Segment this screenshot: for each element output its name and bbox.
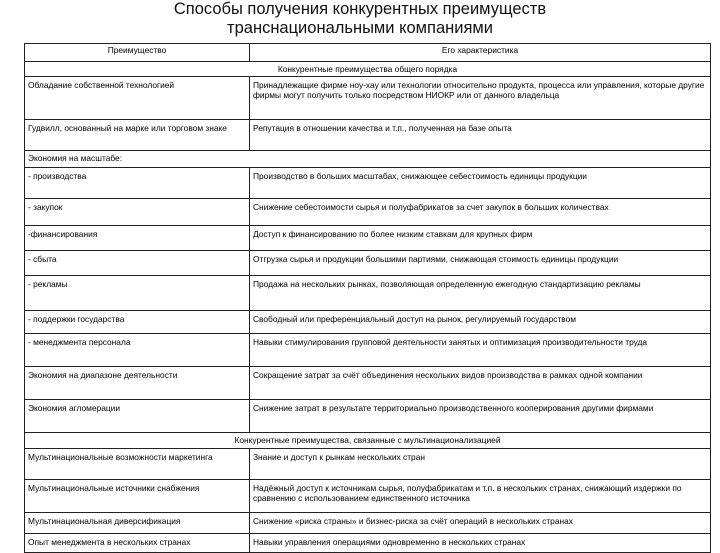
characteristic-cell: Доступ к финансированию по более низким ставкам для крупных фирм <box>250 226 711 251</box>
advantages-table <box>24 43 711 553</box>
title-line-2: транснациональными компаниями <box>227 19 493 37</box>
advantage-cell: Обладание собственной технологией <box>25 77 250 120</box>
header-advantage: Преимущество <box>25 44 250 62</box>
advantage-cell: -финансирования <box>25 226 250 251</box>
advantage-cell: Экономия агломерации <box>25 400 250 433</box>
advantage-cell: Мультинациональные источники снабжения <box>25 479 250 512</box>
table-body <box>25 62 711 553</box>
table-row <box>25 226 711 251</box>
advantage-cell: - закупок <box>25 199 250 226</box>
table-header-row <box>25 44 711 62</box>
table-row <box>25 311 711 334</box>
characteristic-cell: Принадлежащие фирме ноу-хау или технологии относительно продукта, процесса или управления, которые другие фирмы могут получить только посредством НИОКР или от данного владельца <box>250 77 711 120</box>
table-row <box>25 168 711 199</box>
group-label: Экономия на масштабе: <box>25 151 711 168</box>
table-row <box>25 533 711 552</box>
advantage-cell: - сбыта <box>25 251 250 276</box>
characteristic-cell: Репутация в отношении качества и т.п., полученная на базе опыта <box>250 120 711 151</box>
characteristic-cell: Продажа на нескольких рынках, позволяющая определенную ежегодную стандартизацию рекламы <box>250 276 711 311</box>
table-row <box>25 400 711 433</box>
table-row <box>25 479 711 512</box>
table-row <box>25 77 711 120</box>
characteristic-cell: Снижение себестоимости сырья и полуфабрикатов за счет закупок в больших количествах <box>250 199 711 226</box>
characteristic-cell: Надёжный доступ к источникам сырья, полуфабрикатам и т.п. в нескольких странах, снижающий издержки по сравнению с использованием единственного источника <box>250 479 711 512</box>
page-title <box>0 0 720 38</box>
advantage-cell: Опыт менеджмента в нескольких странах <box>25 533 250 552</box>
characteristic-cell: Сокращение затрат за счёт объединения нескольких видов производства в рамках одной компании <box>250 367 711 400</box>
table-row <box>25 251 711 276</box>
characteristic-cell: Отгрузка сырья и продукции большими партиями, снижающая стоимость единицы продукции <box>250 251 711 276</box>
table-row <box>25 334 711 367</box>
advantage-cell: Мультинациональные возможности маркетинга <box>25 448 250 479</box>
characteristic-cell: Производство в больших масштабах, снижающее себестоимость единицы продукции <box>250 168 711 199</box>
characteristic-cell: Знание и доступ к рынкам нескольких стран <box>250 448 711 479</box>
table-row <box>25 367 711 400</box>
advantage-cell: Экономия на диапазоне деятельности <box>25 367 250 400</box>
table-row <box>25 199 711 226</box>
header-characteristic: Его характеристика <box>250 44 711 62</box>
advantage-cell: - рекламы <box>25 276 250 311</box>
title-line-1: Способы получения конкурентных преимуществ <box>173 0 547 18</box>
advantage-cell: - производства <box>25 168 250 199</box>
section-heading: Конкурентные преимущества общего порядка <box>25 62 711 77</box>
characteristic-cell: Снижение затрат в результате территориально производственного кооперирования другими фирмами <box>250 400 711 433</box>
characteristic-cell: Навыки управления операциями одновременно в нескольких странах <box>250 533 711 552</box>
advantage-cell: - поддержки государства <box>25 311 250 334</box>
section-heading-row <box>25 62 711 77</box>
advantage-cell: Мультинациональная диверсификация <box>25 512 250 533</box>
advantage-cell: Гудвилл, основанный на марке или торговом знаке <box>25 120 250 151</box>
characteristic-cell: Снижение «риска страны» и бизнес-риска за счёт операций в нескольких странах <box>250 512 711 533</box>
table-row <box>25 151 711 168</box>
section-heading-row <box>25 433 711 448</box>
table-row <box>25 448 711 479</box>
section-heading: Конкурентные преимущества, связанные с мультинационализацией <box>25 433 711 448</box>
characteristic-cell: Навыки стимулирования групповой деятельности занятых и оптимизация производительности труда <box>250 334 711 367</box>
table-row <box>25 276 711 311</box>
table-row <box>25 512 711 533</box>
advantage-cell: - менеджмента персонала <box>25 334 250 367</box>
characteristic-cell: Свободный или преференциальный доступ на рынок, регулируемый государством <box>250 311 711 334</box>
table-row <box>25 120 711 151</box>
